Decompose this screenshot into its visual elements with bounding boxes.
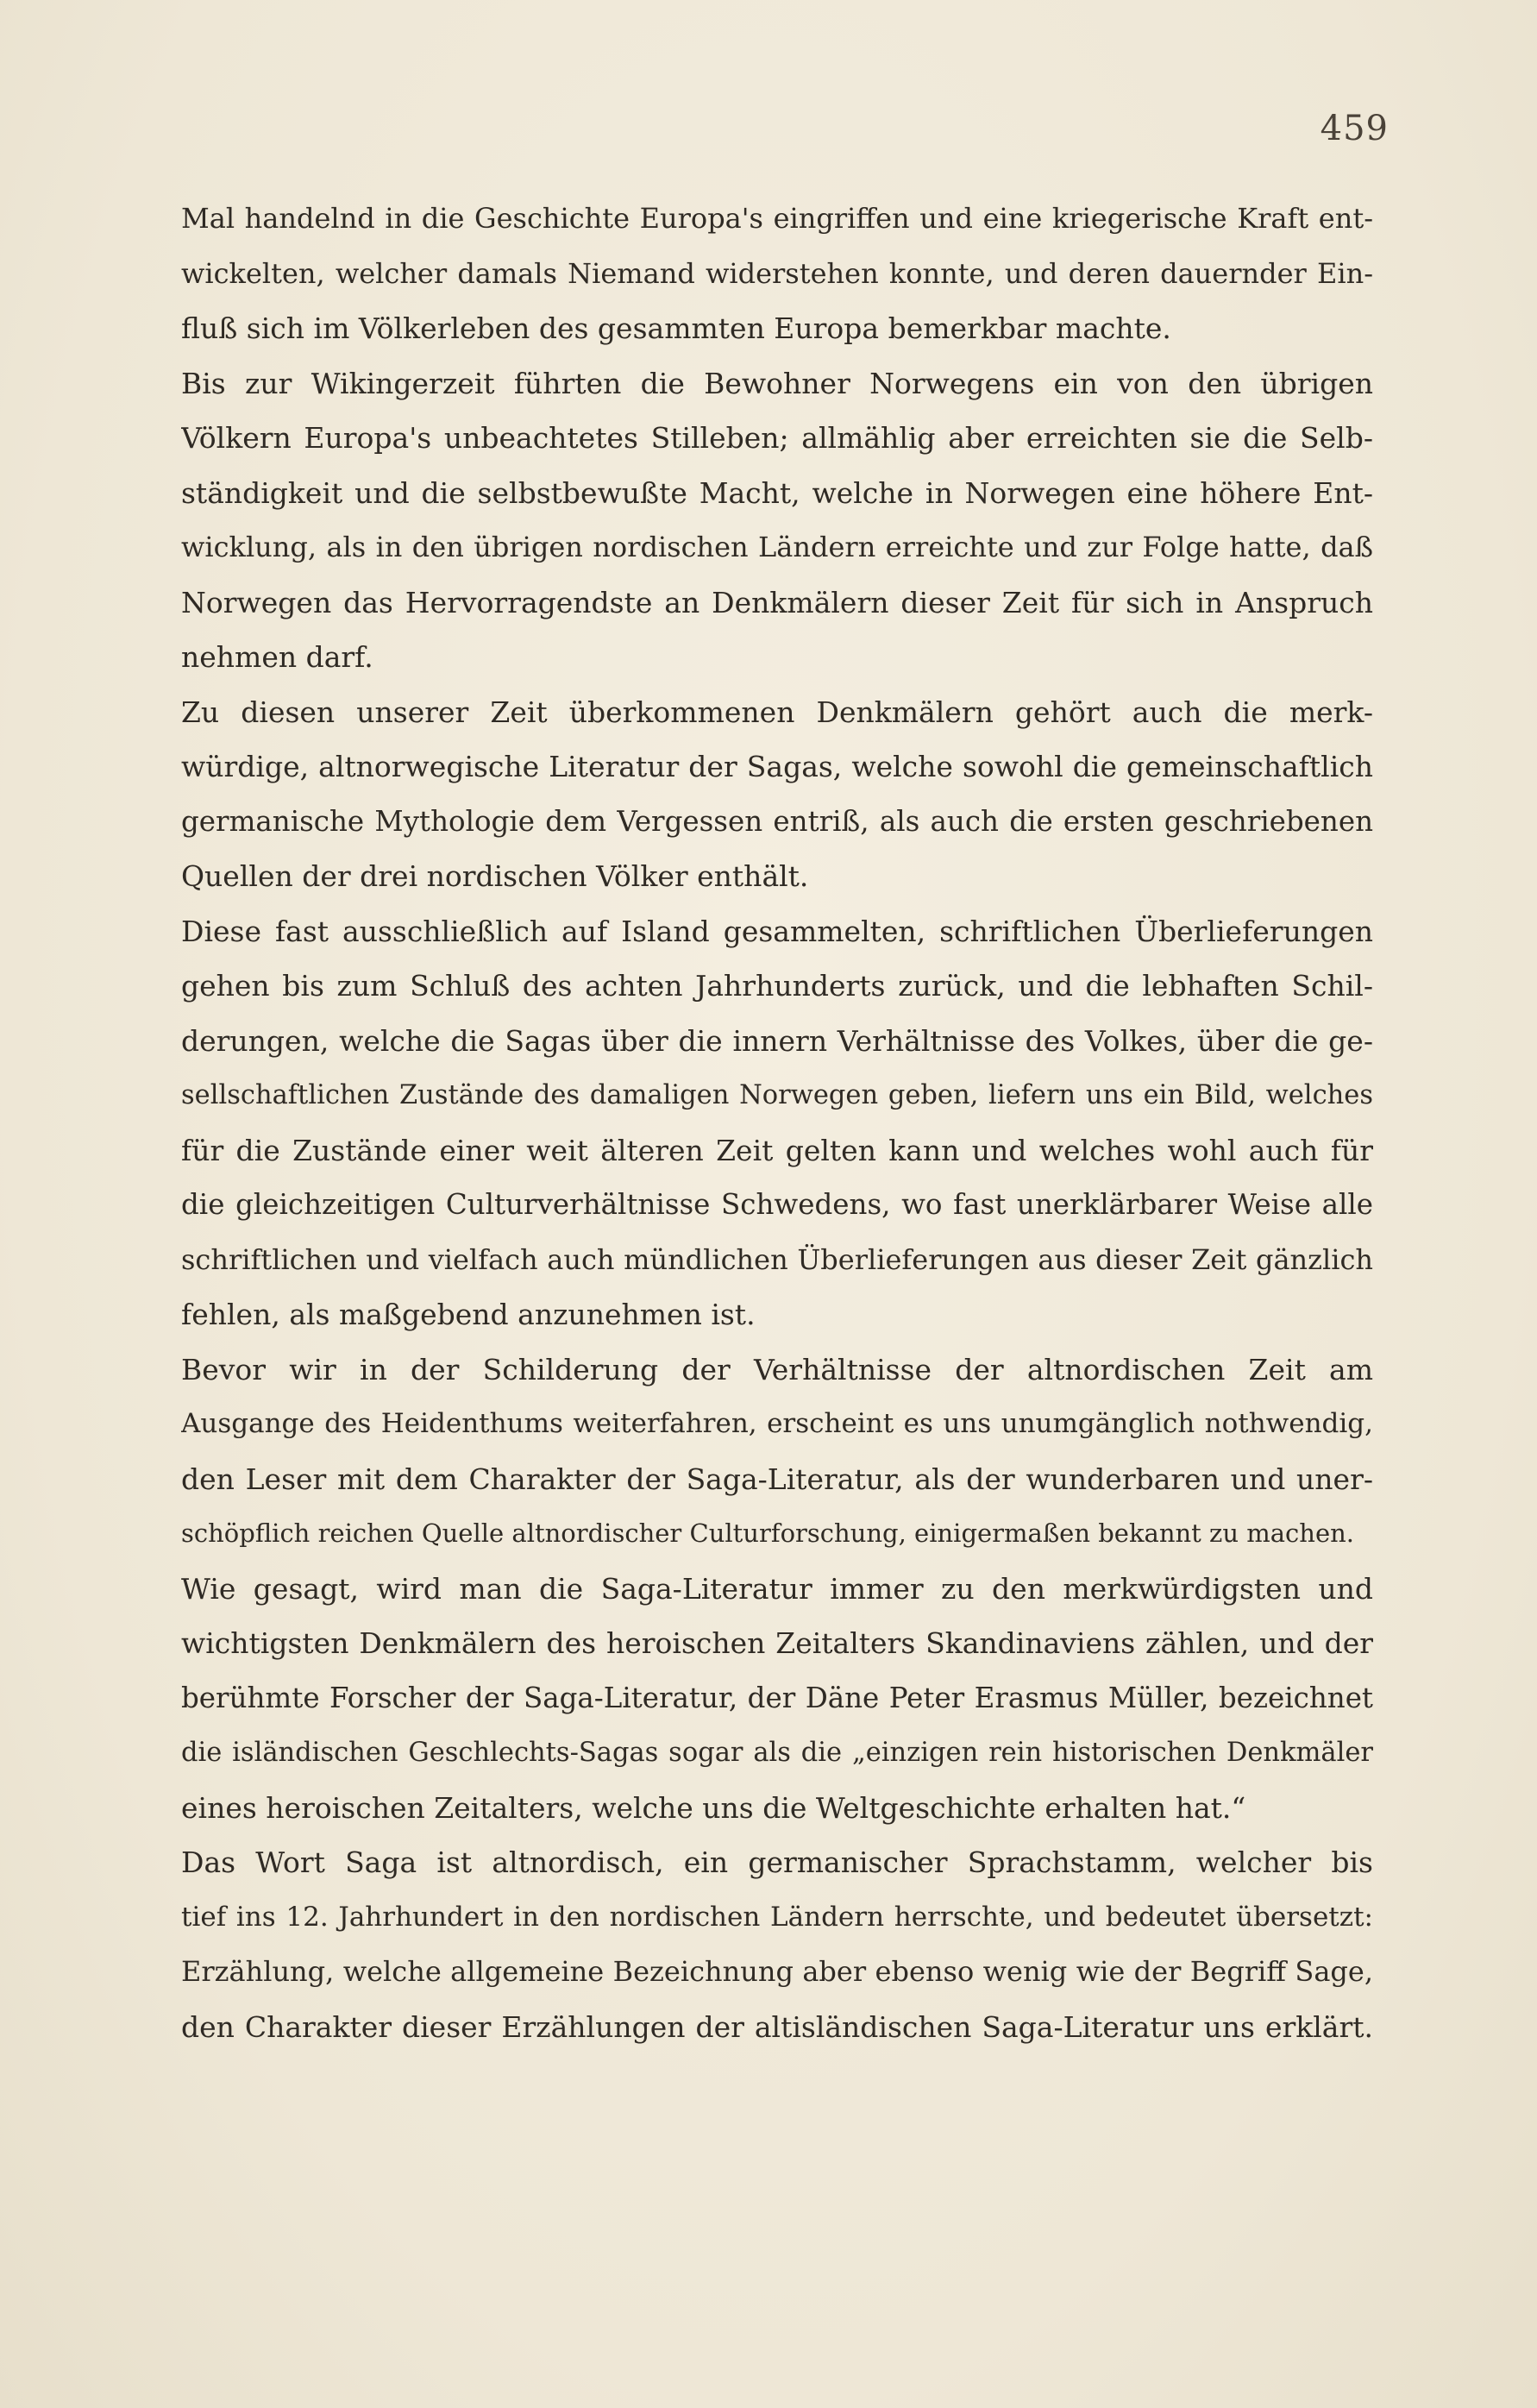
text-line: wickelten, welcher damals Niemand widerstehen konnte, und deren dauernder Ein- <box>181 256 1373 290</box>
text-line: germanische Mythologie dem Vergessen entriß, als auch die ersten geschriebenen <box>181 804 1373 838</box>
text-line: nehmen darf. <box>181 640 373 674</box>
text-line: eines heroischen Zeitalters, welche uns die Weltgeschichte erhalten hat.“ <box>181 1790 1246 1825</box>
text-line: würdige, altnorwegische Literatur der Sagas, welche sowohl die gemeinschaftlich <box>181 750 1373 783</box>
text-line: sellschaftlichen Zustände des damaligen Norwegen geben, liefern uns ein Bild, welches <box>181 1080 1373 1110</box>
page-number: 459 <box>1320 109 1389 148</box>
text-line: Mal handelnd in die Geschichte Europa's eingriffen und eine kriegerische Kraft ent- <box>181 202 1373 235</box>
text-line: Zu diesen unserer Zeit überkommenen Denkmälern gehört auch die merk- <box>181 695 1373 729</box>
text-line: fehlen, als maßgebend anzunehmen ist. <box>181 1298 756 1331</box>
text-line: Wie gesagt, wird man die Saga-Literatur immer zu den merkwürdigsten und <box>181 1571 1373 1606</box>
text-line: Erzählung, welche allgemeine Bezeichnung aber ebenso wenig wie der Begriff Sage, <box>181 1955 1373 1988</box>
text-line: tief ins 12. Jahrhundert in den nordischen Ländern herrschte, und bedeutet übersetzt: <box>181 1901 1373 1933</box>
text-line: berühmte Forscher der Saga-Literatur, der Däne Peter Erasmus Müller, bezeichnet <box>181 1681 1373 1714</box>
text-line: den Leser mit dem Charakter der Saga-Literatur, als der wunderbaren und uner- <box>181 1462 1373 1496</box>
body-text <box>181 192 1373 2054</box>
text-line: wichtigsten Denkmälern des heroischen Zeitalters Skandinaviens zählen, und der <box>181 1626 1373 1660</box>
text-line: schöpflich reichen Quelle altnordischer Culturforschung, einigermaßen bekannt zu machen. <box>181 1518 1354 1548</box>
text-line: die isländischen Geschlechts-Sagas sogar als die „einzigen rein historischen Denkmäler <box>181 1738 1373 1768</box>
text-line: Ausgange des Heidenthums weiterfahren, erscheint es uns unumgänglich nothwendig, <box>181 1408 1373 1439</box>
text-line: Bis zur Wikingerzeit führten die Bewohner Norwegens ein von den übrigen <box>181 366 1373 400</box>
text-line: den Charakter dieser Erzählungen der altisländischen Saga-Literatur uns erklärt. <box>181 2009 1373 2044</box>
text-line: fluß sich im Völkerleben des gesammten Europa bemerkbar machte. <box>181 311 1171 345</box>
text-line: derungen, welche die Sagas über die innern Verhältnisse des Volkes, über die ge- <box>181 1023 1373 1058</box>
text-line: gehen bis zum Schluß des achten Jahrhunderts zurück, und die lebhaften Schil- <box>181 969 1373 1003</box>
text-line: Diese fast ausschließlich auf Island gesammelten, schriftlichen Überlieferungen <box>181 914 1373 948</box>
text-line: für die Zustände einer weit älteren Zeit gelten kann und welches wohl auch für <box>181 1133 1373 1167</box>
text-line: ständigkeit und die selbstbewußte Macht, welche in Norwegen eine höhere Ent- <box>181 475 1373 510</box>
text-line: Völkern Europa's unbeachtetes Stilleben; allmählig aber erreichten sie die Selb- <box>181 421 1373 455</box>
text-line: schriftlichen und vielfach auch mündlichen Überlieferungen aus dieser Zeit gänzlich <box>181 1242 1373 1276</box>
text-line: die gleichzeitigen Culturverhältnisse Schwedens, wo fast unerklärbarer Weise alle <box>181 1188 1373 1221</box>
text-line: Das Wort Saga ist altnordisch, ein germanischer Sprachstamm, welcher bis <box>181 1845 1373 1879</box>
text-line: Bevor wir in der Schilderung der Verhältnisse der altnordischen Zeit am <box>181 1352 1373 1386</box>
text-line: Norwegen das Hervorragendste an Denkmälern dieser Zeit für sich in Anspruch <box>181 585 1373 619</box>
text-line: wicklung, als in den übrigen nordischen Ländern erreichte und zur Folge hatte, daß <box>181 531 1373 563</box>
text-line: Quellen der drei nordischen Völker enthält. <box>181 859 809 893</box>
